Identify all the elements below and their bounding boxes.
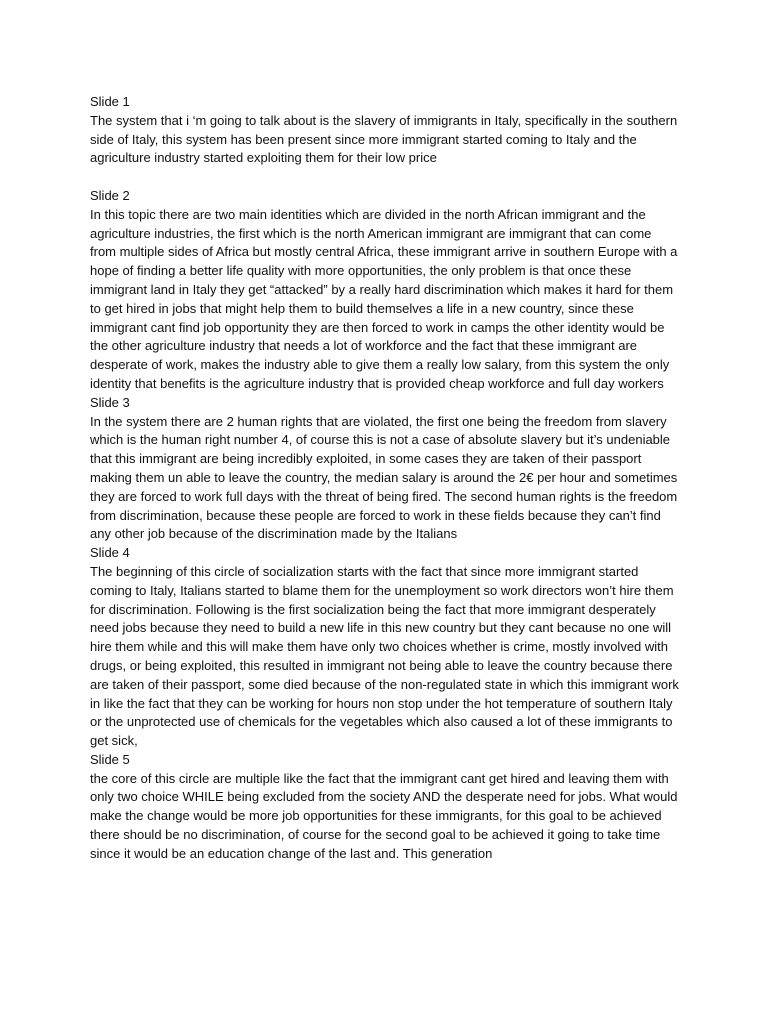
slide-3-text: In the system there are 2 human rights that are violated, the first one being the freedom from slavery which is the human right number 4, of course this is not a case of absolute slavery but it’s undeniable that this immigrant are being incredibly exploited, in some cases they are taken of their passport making them un able to leave the country, the median salary is around the 2€ per hour and sometimes they are forced to work full days with the threat of being fired. The second human rights is the freedom from discrimination, because these people are forced to work in these fields because they can’t find any other job because of the discrimination made by the Italians xyxy=(90,413,678,542)
slide-4-text: The beginning of this circle of socialization starts with the fact that since more immigrant started coming to Italy, Italians started to blame them for the unemployment so work directors won’t hire them for discrimination. Following is the first socialization being the fact that more immigrant desperately need jobs because they need to build a new life in this new country but they cant because no one will hire them while and this will make them have only two choices whether is crime, mostly involved with drugs, or being exploited, this resulted in immigrant not being able to leave the country because there are taken of their passport, some died because of the non-regulated state in which this immigrant work in like the fact that they can be working for hours non stop under the hot temperature of southern Italy or the unprotected use of chemicals for the vegetables which also caused a lot of these immigrants to get sick, xyxy=(90,563,679,749)
document-page xyxy=(90,93,680,864)
slide-5-heading: Slide 5 xyxy=(90,751,130,767)
slide-2-section xyxy=(90,187,680,394)
slide-1-text: The system that i ‘m going to talk about is the slavery of immigrants in Italy, specifically in the southern side of Italy, this system has been present since more immigrant started coming to Italy and the agriculture industry started exploiting them for their low price xyxy=(90,112,678,166)
slide-5-text: the core of this circle are multiple like the fact that the immigrant cant get hired and leaving them with only two choice WHILE being excluded from the society AND the desperate need for jobs. What would make the change would be more job opportunities for these immigrants, for this goal to be achieved there should be no discrimination, of course for the second goal to be achieved it going to take time since it would be an education change of the last and. This generation xyxy=(90,770,678,861)
slide-4-heading: Slide 4 xyxy=(90,545,130,561)
slide-2-heading: Slide 2 xyxy=(90,187,130,203)
slide-5-section xyxy=(90,751,680,864)
slide-1-heading: Slide 1 xyxy=(90,94,130,109)
slide-3-heading: Slide 3 xyxy=(90,394,130,410)
slide-4-section xyxy=(90,544,680,751)
slide-3-section xyxy=(90,394,680,544)
paragraph-spacer xyxy=(90,168,680,187)
slide-2-text: In this topic there are two main identities which are divided in the north African immigrant and the agriculture industries, the first which is the north American immigrant are immigrant that can come from multiple sides of Africa but mostly central Africa, these immigrant arrive in southern Europe with a hope of finding a better life quality with more opportunities, the only problem is that once these immigrant land in Italy they get “attacked” by a really hard discrimination which makes it hard for them to get hired in jobs that might help them to build themselves a life in a new country, since these immigrant cant find job opportunity they are then forced to work in camps the other identity would be the other agriculture industry that needs a lot of workforce and the fact that these immigrant are desperate of work, makes the industry able to give them a really low salary, from this system the only identity that benefits is the agriculture industry that is provided cheap workforce and full day workers xyxy=(90,206,678,391)
slide-1-section xyxy=(90,93,680,168)
